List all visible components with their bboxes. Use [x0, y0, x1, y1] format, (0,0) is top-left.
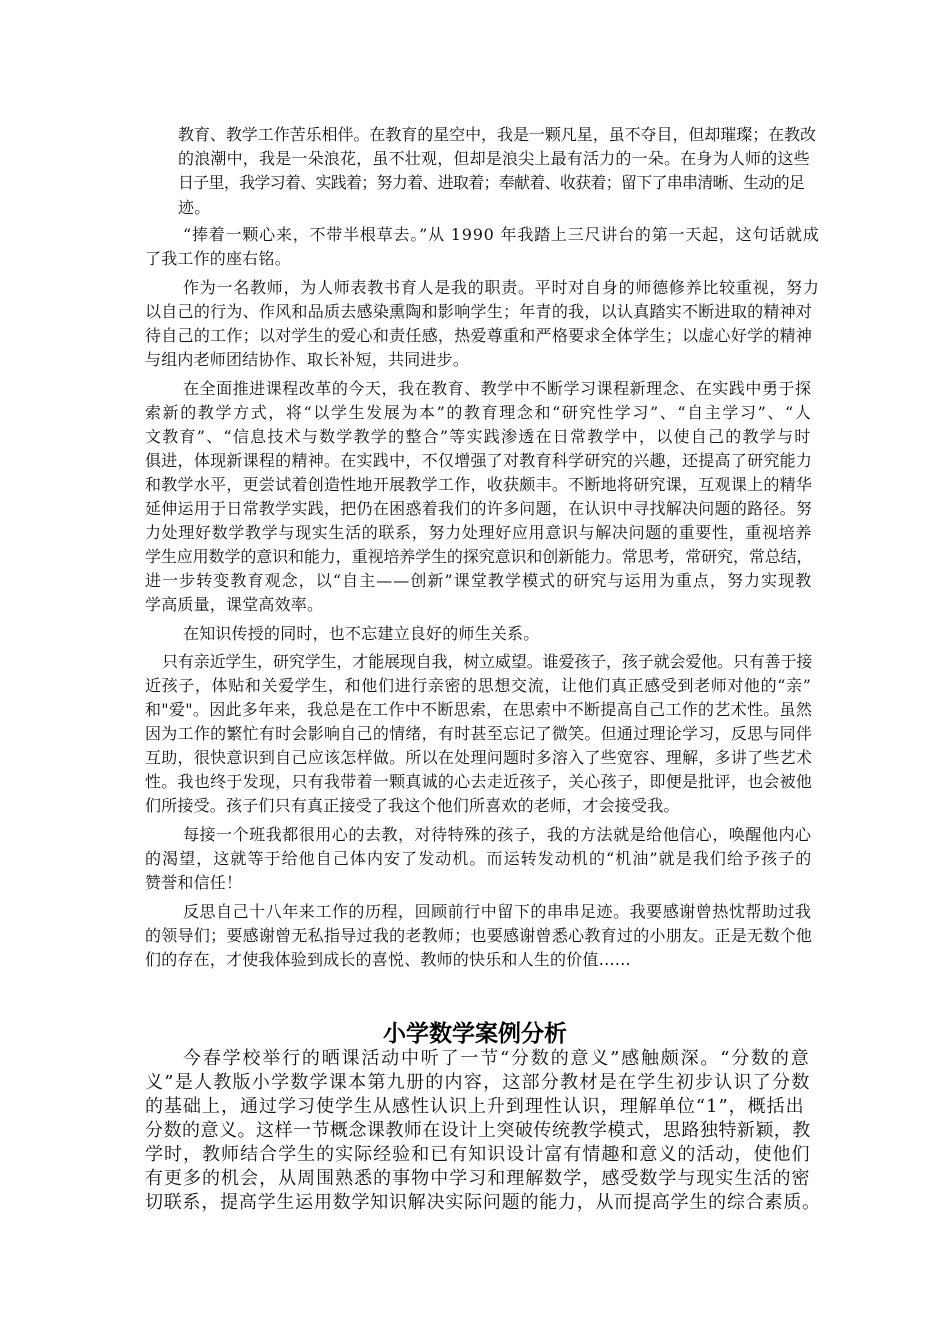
paragraph-line: 性。我也终于发现，只有我带着一颗真诚的心去走近孩子，关心孩子，即便是批评，也会被他	[145, 772, 813, 791]
case-paragraph-line: 有更多的机会，从周围熟悉的事物中学习和理解数学，感受数学与现实生活的密	[145, 1168, 811, 1189]
case-paragraph-line: 分数的意义。这样一节概念课教师在设计上突破传统教学模式，思路独特新颖，教	[145, 1120, 811, 1141]
paragraph-line: 的浪潮中，我是一朵浪花，虽不壮观，但却是浪尖上最有活力的一朵。在身为人师的这些	[178, 149, 810, 168]
paragraph-line: 与组内老师团结协作、取长补短，共同进步。	[145, 350, 470, 369]
paragraph-line: 和"爱"。因此多年来，我总是在工作中不断思索，在思索中不断提高自己工作的艺术性。虽然	[145, 700, 813, 719]
paragraph-line: 待自己的工作；以对学生的爱心和责任感，热爱尊重和严格要求全体学生；以虚心好学的精神	[145, 326, 813, 345]
paragraph-line: 互助，很快意识到自己应该怎样做。所以在处理问题时多溶入了些宽容、理解，多讲了些艺术	[145, 748, 813, 767]
paragraph-line: 们所接受。孩子们只有真正接受了我这个他们所喜欢的老师，才会接受我。	[145, 796, 680, 815]
paragraph-line: 在全面推进课程改革的今天，我在教育、教学中不断学习课程新理念、在实践中勇于探	[183, 379, 812, 398]
paragraph-line: 因为工作的繁忙有时会影响自己的情绪，有时甚至忘记了微笑。但通过理论学习，反思与同伴	[145, 724, 813, 743]
paragraph-line: 赞誉和信任！	[145, 873, 243, 892]
paragraph-line: 索新的教学方式，将“以学生发展为本”的教育理念和“研究性学习”、“自主学习”、“人	[145, 403, 813, 422]
paragraph-line: 俱进，体现新课程的精神。在实践中，不仅增强了对教育科学研究的兴趣，还提高了研究能力	[145, 451, 813, 470]
case-paragraph-line: 今春学校举行的晒课活动中听了一节“分数的意义”感触颇深。“分数的意	[183, 1048, 811, 1069]
paragraph-line: 延伸运用于日常教学实践，把仍在困惑着我们的许多问题，在认识中寻找解决问题的路径。努	[145, 499, 813, 518]
case-paragraph-line: 的基础上，通过学习使学生从感性认识上升到理性认识，理解单位“1”，概括出	[145, 1096, 805, 1117]
case-paragraph-line: 切联系，提高学生运用数学知识解决实际问题的能力，从而提高学生的综合素质。	[145, 1192, 821, 1213]
paragraph-line: 反思自己十八年来工作的历程，回顾前行中留下的串串足迹。我要感谢曾热忱帮助过我	[183, 902, 812, 921]
paragraph-line: 文教育”、“信息技术与数学教学的整合”等实践渗透在日常教学中，以使自己的教学与时	[145, 427, 812, 446]
paragraph-line: “捧着一颗心来，不带半根草去。”从 1990 年我踏上三尺讲台的第一天起，这句话就成	[183, 225, 820, 244]
case-paragraph-line: 义”是人教版小学数学课本第九册的内容，这部分教材是在学生初步认识了分数	[145, 1072, 811, 1093]
paragraph-line: 力处理好数学教学与现实生活的联系，努力处理好应用意识与解决问题的重要性，重视培养	[145, 523, 813, 542]
paragraph-line: 每接一个班我都很用心的去教，对待特殊的孩子，我的方法就是给他信心，唤醒他内心	[183, 825, 812, 844]
paragraph-line: 了我工作的座右铭。	[145, 249, 291, 268]
paragraph-line: 在知识传授的同时，也不忘建立良好的师生关系。	[183, 624, 540, 643]
paragraph-line: 的领导们；要感谢曾无私指导过我的老教师；也要感谢曾悉心教育过的小朋友。正是无数个他	[145, 926, 813, 945]
section-title: 小学数学案例分析	[383, 1021, 567, 1047]
paragraph-line: 学生应用数学的意识和能力，重视培养学生的探究意识和创新能力。常思考，常研究，常总结，	[145, 547, 813, 566]
paragraph-line: 学高质量，课堂高效率。	[145, 595, 324, 614]
paragraph-line: 们的存在，才使我体验到成长的喜悦、教师的快乐和人生的价值……	[145, 950, 632, 969]
paragraph-line: 迹。	[178, 198, 211, 217]
paragraph-line: 只有亲近学生，研究学生，才能展现自我，树立威望。谁爱孩子，孩子就会爱他。只有善于接	[162, 652, 813, 671]
case-paragraph-line: 学时，教师结合学生的实际经验和已有知识设计富有情趣和意义的活动，使他们	[145, 1144, 811, 1165]
paragraph-line: 日子里，我学习着、实践着；努力着、进取着；奉献着、收获着；留下了串串清晰、生动的足	[178, 173, 805, 192]
paragraph-line: 的渴望，这就等于给他自己体内安了发动机。而运转发动机的“机油”就是我们给予孩子的	[145, 849, 813, 868]
paragraph-line: 作为一名教师，为人师表教书育人是我的职责。平时对自身的师德修养比较重视，努力	[183, 278, 820, 297]
paragraph-line: 以自己的行为、作风和品质去感染熏陶和影响学生；年青的我，以认真踏实不断进取的精神对	[145, 302, 813, 321]
paragraph-line: 教育、教学工作苦乐相伴。在教育的星空中，我是一颗凡星，虽不夺目，但却璀璨；在教改	[178, 125, 817, 144]
paragraph-line: 进一步转变教育观念，以“自主——创新”课堂教学模式的研究与运用为重点，努力实现教	[145, 571, 813, 590]
paragraph-line: 和教学水平，更尝试着创造性地开展教学工作，收获颇丰。不断地将研究课，互观课上的精华	[145, 475, 813, 494]
paragraph-line: 近孩子，体贴和关爱学生，和他们进行亲密的思想交流，让他们真正感受到老师对他的“亲”	[145, 676, 812, 695]
